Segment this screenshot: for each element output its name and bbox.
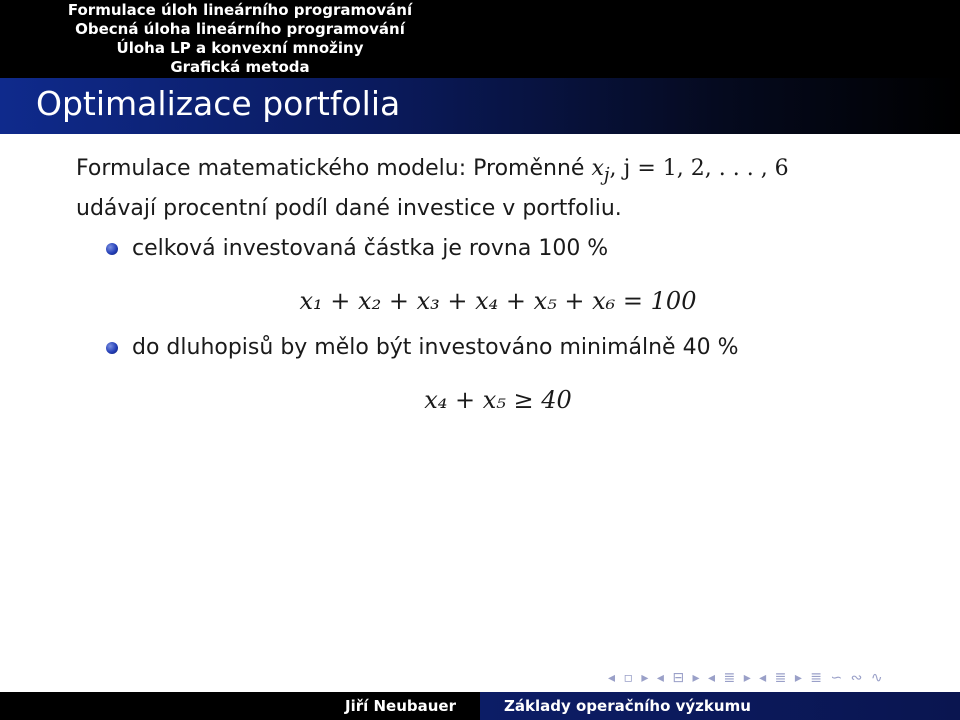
footer-author: Jiří Neubauer	[0, 692, 480, 720]
beamer-nav-icons[interactable]: ◂ ▫ ▸ ◂ ⊟ ▸ ◂ ≣ ▸ ◂ ≣ ▸ ≣ ∽ ∾ ∿	[608, 670, 885, 686]
nav-item-obecna-uloha[interactable]: Obecná úloha lineárního programování	[75, 20, 405, 38]
intro-variable: $x_j$	[591, 156, 610, 186]
intro-range: , j = 1, 2, . . . , 6	[609, 156, 789, 181]
equation-total: x₁ + x₂ + x₃ + x₄ + x₅ + x₆ = 100	[299, 287, 697, 316]
title-bar	[0, 78, 960, 134]
bullet-icon	[106, 342, 118, 354]
nav-item-graficka-metoda[interactable]: Grafická metoda	[170, 58, 310, 76]
bullet-text: celková investovaná částka je rovna 100 %	[132, 236, 609, 262]
bullet-item-bonds	[76, 335, 920, 360]
header-bar	[0, 0, 960, 78]
intro-line-1	[76, 152, 920, 192]
header-right-panel	[480, 0, 960, 78]
footer-course: Základy operačního výzkumu	[480, 692, 960, 720]
bullet-item-total	[76, 236, 920, 261]
intro-text: Formulace matematického modelu: Proměnné	[76, 156, 585, 181]
slide-content	[76, 152, 920, 434]
bullet-icon	[106, 243, 118, 255]
footer-bar	[0, 692, 960, 720]
intro-line-2: udávají procentní podíl dané investice v portfoliu.	[76, 196, 622, 222]
equation-bonds: x₄ + x₅ ≥ 40	[424, 386, 572, 415]
bullet-text: do dluhopisů by mělo být investováno minimálně 40 %	[132, 335, 739, 361]
section-nav	[0, 0, 480, 78]
slide-title: Optimalizace portfolia	[36, 84, 401, 123]
nav-item-konvexni-mnoziny[interactable]: Úloha LP a konvexní množiny	[116, 39, 364, 57]
nav-item-formulace[interactable]: Formulace úloh lineárního programování	[67, 1, 413, 19]
